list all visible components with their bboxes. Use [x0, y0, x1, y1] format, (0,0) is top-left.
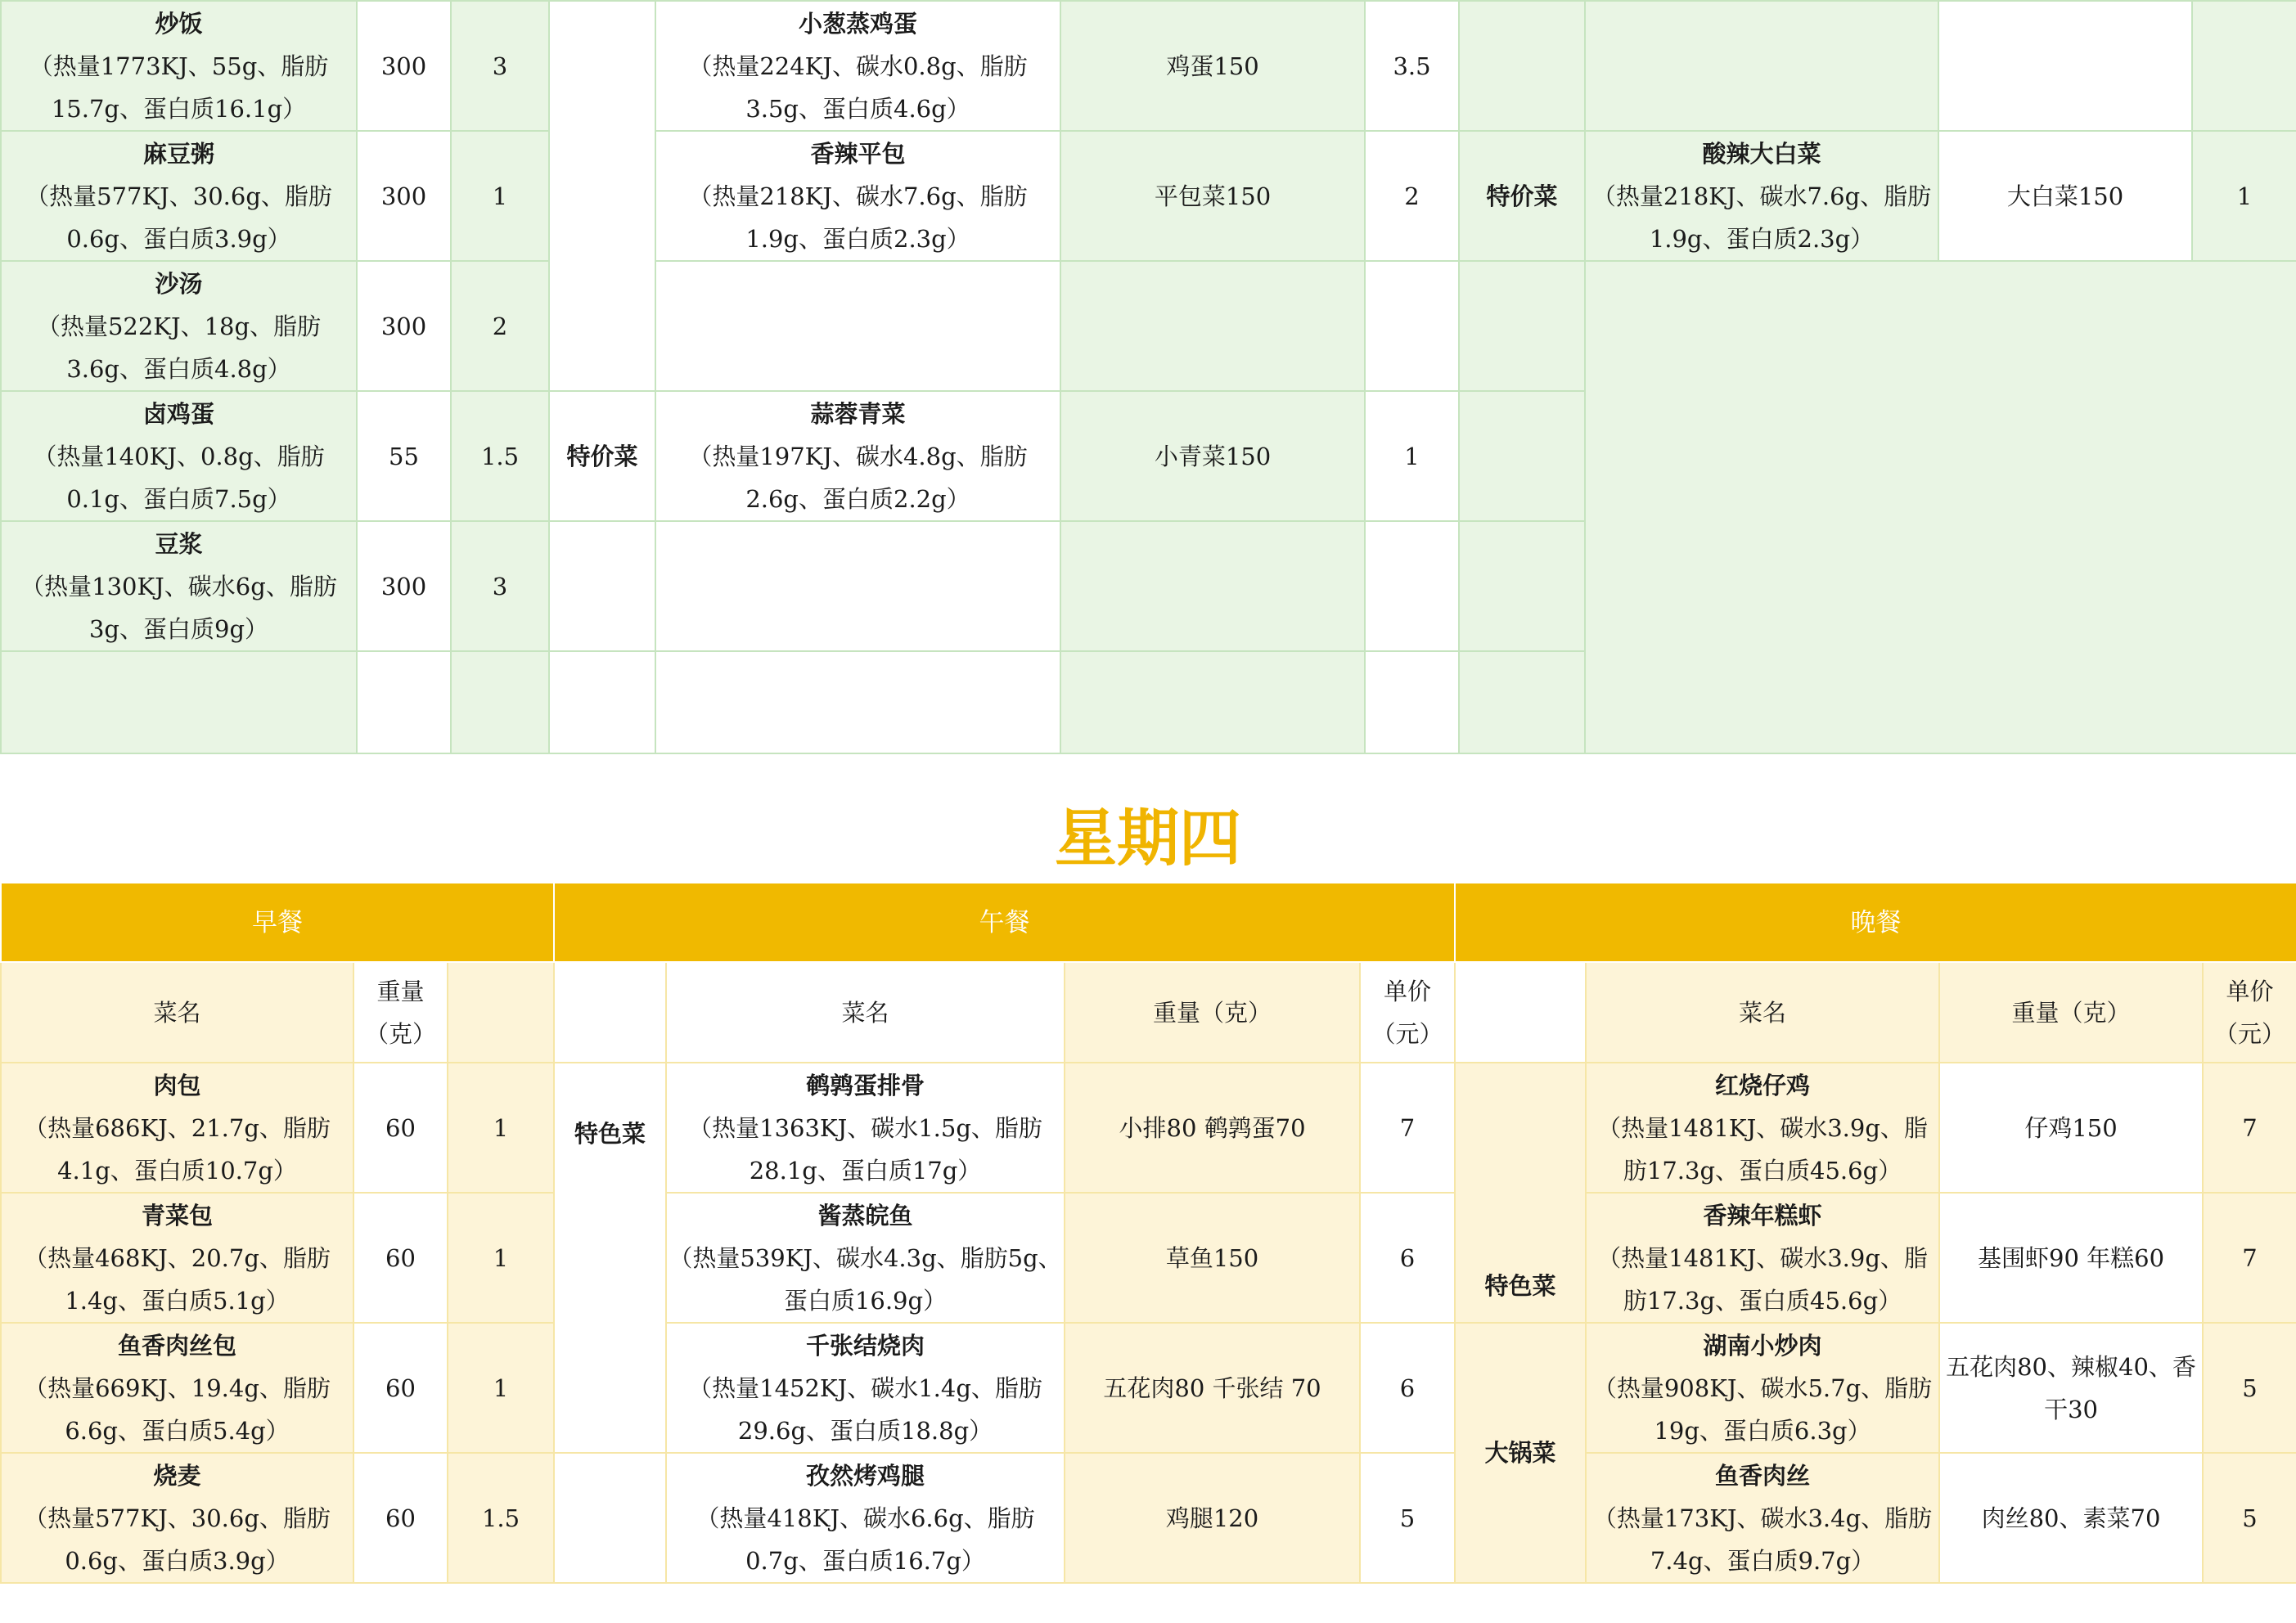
dinner-weight-col-header: 重量（克） [1939, 962, 2203, 1063]
breakfast-dish-col-header: 菜名 [1, 962, 353, 1063]
lunch-dish-cell [655, 131, 1060, 261]
dish-name: 沙汤 [155, 269, 203, 298]
lunch-price: 2 [1365, 131, 1459, 261]
weight-label: 重量 [376, 977, 425, 1005]
dinner-dish-cell [1586, 1323, 1939, 1453]
dish-name: 肉包 [153, 1071, 201, 1099]
breakfast-dish-cell [1, 131, 357, 261]
breakfast-price: 1.5 [448, 1453, 554, 1583]
lunch-dish-cell [655, 391, 1060, 521]
lunch-weight [1060, 521, 1365, 651]
breakfast-weight: 60 [353, 1193, 448, 1323]
dish-name: 麻豆粥 [142, 139, 214, 168]
price-unit: （元） [2214, 1019, 2286, 1048]
dish-name: 千张结烧肉 [806, 1331, 925, 1360]
lunch-price [1365, 651, 1459, 753]
breakfast-price: 1 [448, 1323, 554, 1453]
dinner-dish-cell [1585, 131, 1938, 261]
lunch-category-cell [549, 1, 655, 391]
dinner-empty-area [1585, 261, 2296, 753]
dish-name: 酱蒸皖鱼 [817, 1201, 913, 1230]
lunch-weight: 草鱼150 [1065, 1193, 1360, 1323]
lunch-category-cell [549, 521, 655, 651]
dish-nutrition: （热量1481KJ、碳水3.9g、脂肪17.3g、蛋白质45.6g） [1597, 1113, 1928, 1185]
dish-nutrition: （热量140KJ、0.8g、脂肪0.1g、蛋白质7.5g） [33, 442, 325, 513]
dinner-category-label: 特价菜 [1459, 131, 1585, 261]
breakfast-dish-cell [1, 651, 357, 753]
dinner-weight [1938, 1, 2192, 131]
lunch-category-cell [554, 1453, 666, 1583]
dish-name: 酸辣大白菜 [1702, 139, 1821, 168]
lunch-dish-col-header: 菜名 [666, 962, 1065, 1063]
lunch-dish-cell [655, 1, 1060, 131]
dish-nutrition: （热量418KJ、碳水6.6g、脂肪0.7g、蛋白质16.7g） [696, 1504, 1035, 1575]
dish-nutrition: （热量468KJ、20.7g、脂肪1.4g、蛋白质5.1g） [24, 1243, 331, 1315]
lunch-dish-cell [666, 1453, 1065, 1583]
breakfast-weight: 60 [353, 1453, 448, 1583]
breakfast-price-col-header [448, 962, 554, 1063]
dinner-header: 晚餐 [1455, 883, 2296, 962]
price-label: 单价 [2226, 977, 2274, 1005]
dish-name: 卤鸡蛋 [142, 399, 214, 428]
price-unit: （元） [1371, 1019, 1443, 1048]
lunch-dish-cell [666, 1193, 1065, 1323]
dinner-category-cell [1459, 521, 1585, 651]
lunch-price [1365, 261, 1459, 391]
breakfast-weight-col-header [353, 962, 448, 1063]
lunch-weight: 五花肉80 千张结 70 [1065, 1323, 1360, 1453]
dinner-category-label: 特色菜 [1455, 1063, 1586, 1323]
breakfast-dish-cell [1, 521, 357, 651]
breakfast-dish-cell [1, 1453, 353, 1583]
lunch-weight [1060, 261, 1365, 391]
lunch-dish-cell [666, 1063, 1065, 1193]
lunch-price: 3.5 [1365, 1, 1459, 131]
dish-nutrition: （热量130KJ、碳水6g、脂肪3g、蛋白质9g） [20, 572, 337, 643]
dinner-price: 7 [2203, 1063, 2296, 1193]
dinner-price: 5 [2203, 1453, 2296, 1583]
dinner-price: 1 [2192, 131, 2296, 261]
lunch-category-cell [549, 651, 655, 753]
breakfast-dish-cell [1, 1063, 353, 1193]
dish-name: 红烧仔鸡 [1715, 1071, 1811, 1099]
breakfast-price: 1 [448, 1193, 554, 1323]
dinner-weight: 仔鸡150 [1939, 1063, 2203, 1193]
dinner-price: 7 [2203, 1193, 2296, 1323]
weight-unit: （克） [364, 1019, 436, 1048]
dish-nutrition: （热量686KJ、21.7g、脂肪4.1g、蛋白质10.7g） [24, 1113, 331, 1185]
lunch-price: 7 [1360, 1063, 1455, 1193]
lunch-price: 1 [1365, 391, 1459, 521]
previous-day-menu-table [0, 0, 2296, 754]
dish-nutrition: （热量577KJ、30.6g、脂肪0.6g、蛋白质3.9g） [24, 1504, 331, 1575]
dinner-category-cell [1459, 391, 1585, 521]
dinner-price: 5 [2203, 1323, 2296, 1453]
dinner-weight: 肉丝80、素菜70 [1939, 1453, 2203, 1583]
lunch-weight-col-header: 重量（克） [1065, 962, 1360, 1063]
breakfast-price: 1 [451, 131, 549, 261]
dish-nutrition: （热量522KJ、18g、脂肪3.6g、蛋白质4.8g） [36, 312, 322, 383]
lunch-category-label: 特色菜 [554, 1063, 666, 1453]
breakfast-weight: 55 [357, 391, 451, 521]
price-label: 单价 [1384, 977, 1432, 1005]
dish-name: 炒饭 [155, 9, 203, 38]
dinner-category-cell [1459, 261, 1585, 391]
breakfast-dish-cell [1, 1323, 353, 1453]
dish-name: 鱼香肉丝 [1715, 1461, 1811, 1490]
dish-nutrition: （热量1452KJ、碳水1.4g、脂肪29.6g、蛋白质18.8g） [688, 1373, 1042, 1445]
dish-name: 香辣年糕虾 [1703, 1201, 1822, 1230]
breakfast-price [451, 651, 549, 753]
breakfast-price: 1 [448, 1063, 554, 1193]
breakfast-weight: 300 [357, 1, 451, 131]
lunch-price: 6 [1360, 1323, 1455, 1453]
dinner-price [2192, 1, 2296, 131]
lunch-weight: 鸡蛋150 [1060, 1, 1365, 131]
lunch-weight [1060, 651, 1365, 753]
dish-name: 小葱蒸鸡蛋 [798, 9, 917, 38]
dish-name: 湖南小炒肉 [1703, 1331, 1822, 1360]
dish-nutrition: （热量197KJ、碳水4.8g、脂肪2.6g、蛋白质2.2g） [688, 442, 1028, 513]
dish-name: 烧麦 [153, 1461, 201, 1490]
dinner-dish-col-header: 菜名 [1586, 962, 1939, 1063]
dish-nutrition: （热量218KJ、碳水7.6g、脂肪1.9g、蛋白质2.3g） [1591, 182, 1932, 253]
breakfast-price: 3 [451, 521, 549, 651]
breakfast-weight: 60 [353, 1323, 448, 1453]
dish-name: 豆浆 [155, 529, 203, 558]
dish-name: 香辣平包 [810, 139, 906, 168]
breakfast-weight: 300 [357, 521, 451, 651]
dish-nutrition: （热量1481KJ、碳水3.9g、脂肪17.3g、蛋白质45.6g） [1597, 1243, 1928, 1315]
lunch-category-col-header [554, 962, 666, 1063]
thursday-menu-table [0, 882, 2296, 1584]
lunch-weight: 小青菜150 [1060, 391, 1365, 521]
dish-nutrition: （热量669KJ、19.4g、脂肪6.6g、蛋白质5.4g） [24, 1373, 331, 1445]
dish-nutrition: （热量577KJ、30.6g、脂肪0.6g、蛋白质3.9g） [25, 182, 332, 253]
dish-nutrition: （热量908KJ、碳水5.7g、脂肪19g、蛋白质6.3g） [1592, 1373, 1933, 1445]
breakfast-dish-cell [1, 1, 357, 131]
dinner-price-col-header [2203, 962, 2296, 1063]
lunch-weight: 平包菜150 [1060, 131, 1365, 261]
dinner-weight: 大白菜150 [1938, 131, 2192, 261]
dinner-dish-cell [1586, 1453, 1939, 1583]
dinner-dish-cell [1586, 1193, 1939, 1323]
dinner-weight: 五花肉80、辣椒40、香干30 [1939, 1323, 2203, 1453]
dish-nutrition: （热量218KJ、碳水7.6g、脂肪1.9g、蛋白质2.3g） [688, 182, 1028, 253]
breakfast-weight: 300 [357, 261, 451, 391]
dish-nutrition: （热量539KJ、碳水4.3g、脂肪5g、蛋白质16.9g） [669, 1243, 1062, 1315]
breakfast-weight: 60 [353, 1063, 448, 1193]
lunch-category-label: 特价菜 [549, 391, 655, 521]
lunch-header: 午餐 [554, 883, 1455, 962]
dinner-weight: 基围虾90 年糕60 [1939, 1193, 2203, 1323]
dinner-category-col-header [1455, 962, 1586, 1063]
dinner-category-cell [1459, 651, 1585, 753]
breakfast-dish-cell [1, 391, 357, 521]
lunch-price [1365, 521, 1459, 651]
dish-nutrition: （热量1363KJ、碳水1.5g、脂肪28.1g、蛋白质17g） [688, 1113, 1042, 1185]
breakfast-dish-cell [1, 1193, 353, 1323]
lunch-dish-cell [655, 261, 1060, 391]
lunch-price: 6 [1360, 1193, 1455, 1323]
dinner-dish-cell [1585, 1, 1938, 131]
dish-name: 鱼香肉丝包 [117, 1331, 236, 1360]
dish-name: 蒜蓉青菜 [810, 399, 906, 428]
dish-nutrition: （热量224KJ、碳水0.8g、脂肪3.5g、蛋白质4.6g） [688, 52, 1028, 123]
dish-name: 青菜包 [141, 1201, 213, 1230]
dinner-dish-cell [1586, 1063, 1939, 1193]
breakfast-header: 早餐 [1, 883, 554, 962]
breakfast-price: 2 [451, 261, 549, 391]
breakfast-weight: 300 [357, 131, 451, 261]
dish-nutrition: （热量1773KJ、55g、脂肪15.7g、蛋白质16.1g） [29, 52, 329, 123]
breakfast-weight [357, 651, 451, 753]
breakfast-price: 1.5 [451, 391, 549, 521]
dinner-category-cell [1459, 1, 1585, 131]
lunch-price: 5 [1360, 1453, 1455, 1583]
day-title: 星期四 [1055, 802, 1241, 874]
dish-name: 孜然烤鸡腿 [806, 1461, 925, 1490]
dinner-category-label-2: 大锅菜 [1455, 1323, 1586, 1583]
lunch-price-col-header [1360, 962, 1455, 1063]
breakfast-dish-cell [1, 261, 357, 391]
lunch-weight: 鸡腿120 [1065, 1453, 1360, 1583]
lunch-dish-cell [666, 1323, 1065, 1453]
breakfast-price: 3 [451, 1, 549, 131]
lunch-weight: 小排80 鹌鹑蛋70 [1065, 1063, 1360, 1193]
dish-nutrition: （热量173KJ、碳水3.4g、脂肪7.4g、蛋白质9.7g） [1592, 1504, 1933, 1575]
lunch-dish-cell [655, 521, 1060, 651]
lunch-dish-cell [655, 651, 1060, 753]
dish-name: 鹌鹑蛋排骨 [806, 1071, 925, 1099]
